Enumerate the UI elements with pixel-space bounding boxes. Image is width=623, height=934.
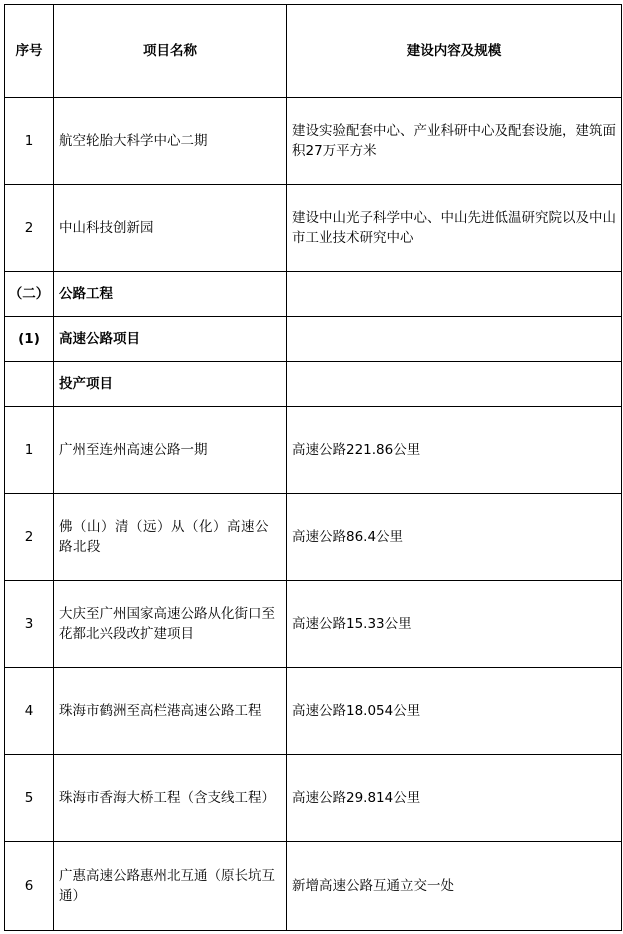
project-table <box>4 4 622 931</box>
row-content: 高速公路15.33公里 <box>287 581 622 668</box>
row-project-name: 珠海市鹤洲至高栏港高速公路工程 <box>54 668 287 755</box>
subsection-title: 高速公路项目 <box>54 317 287 362</box>
row-content: 建设中山光子科学中心、中山先进低温研究院以及中山市工业技术研究中心 <box>287 185 622 272</box>
row-index: 2 <box>5 494 54 581</box>
row-project-name: 广惠高速公路惠州北互通（原长坑互通） <box>54 842 287 931</box>
group-row <box>5 362 622 407</box>
row-content <box>287 317 622 362</box>
row-project-name: 中山科技创新园 <box>54 185 287 272</box>
row-project-name: 佛（山）清（远）从（化）高速公路北段 <box>54 494 287 581</box>
group-title: 投产项目 <box>54 362 287 407</box>
table-row <box>5 842 622 931</box>
row-project-name: 珠海市香海大桥工程（含支线工程） <box>54 755 287 842</box>
row-content: 高速公路86.4公里 <box>287 494 622 581</box>
row-content <box>287 272 622 317</box>
section-row <box>5 272 622 317</box>
row-content: 新增高速公路互通立交一处 <box>287 842 622 931</box>
table-row <box>5 494 622 581</box>
row-index: 2 <box>5 185 54 272</box>
header-index: 序号 <box>5 5 54 98</box>
section-index: （二） <box>5 272 54 317</box>
table-row <box>5 98 622 185</box>
section-title: 公路工程 <box>54 272 287 317</box>
group-index <box>5 362 54 407</box>
row-project-name: 航空轮胎大科学中心二期 <box>54 98 287 185</box>
row-index: 1 <box>5 407 54 494</box>
row-index: 4 <box>5 668 54 755</box>
row-index: 5 <box>5 755 54 842</box>
row-content: 建设实验配套中心、产业科研中心及配套设施，建筑面积27万平方米 <box>287 98 622 185</box>
table-row <box>5 407 622 494</box>
subsection-row <box>5 317 622 362</box>
row-index: 1 <box>5 98 54 185</box>
row-content: 高速公路221.86公里 <box>287 407 622 494</box>
row-index: 3 <box>5 581 54 668</box>
header-project-name: 项目名称 <box>54 5 287 98</box>
row-content: 高速公路18.054公里 <box>287 668 622 755</box>
header-content-scale: 建设内容及规模 <box>287 5 622 98</box>
table-row <box>5 668 622 755</box>
subsection-index: (1) <box>5 317 54 362</box>
table-row <box>5 581 622 668</box>
table-row <box>5 755 622 842</box>
row-project-name: 大庆至广州国家高速公路从化街口至花都北兴段改扩建项目 <box>54 581 287 668</box>
row-index: 6 <box>5 842 54 931</box>
row-content <box>287 362 622 407</box>
row-content: 高速公路29.814公里 <box>287 755 622 842</box>
row-project-name: 广州至连州高速公路一期 <box>54 407 287 494</box>
header-row <box>5 5 622 98</box>
table-row <box>5 185 622 272</box>
